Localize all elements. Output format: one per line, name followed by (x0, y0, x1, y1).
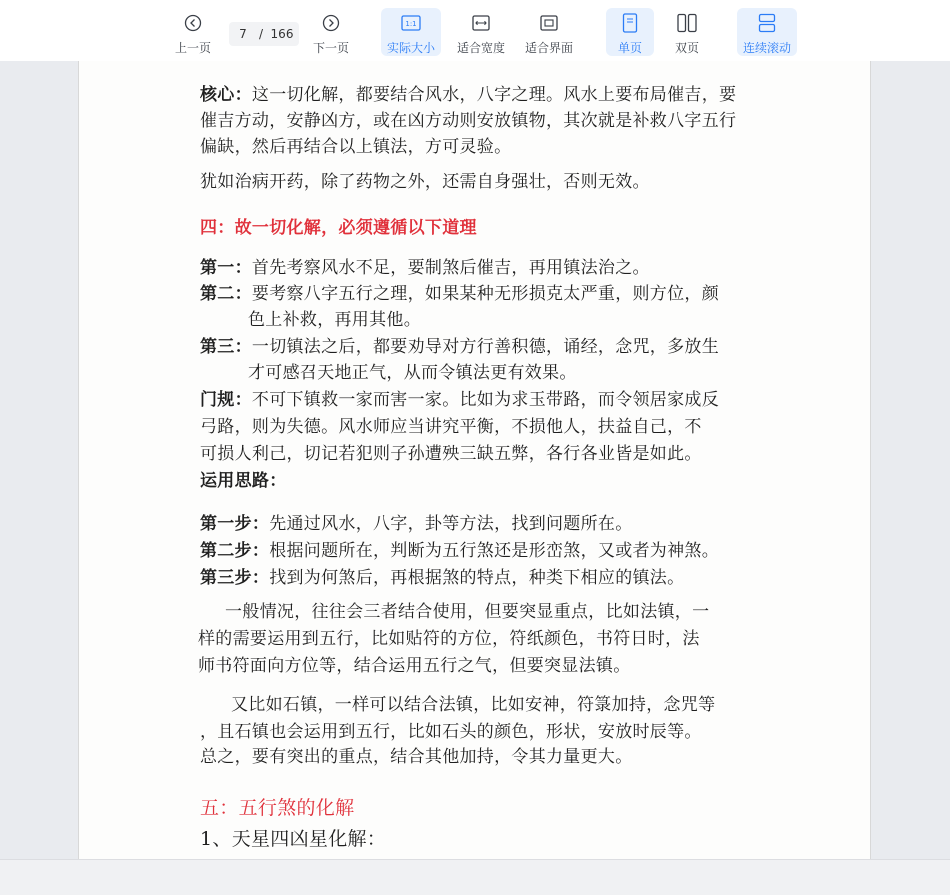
viewer-toolbar (0, 0, 950, 62)
third-line-1 (200, 337, 719, 357)
prev-page-label: 上一页 (174, 41, 211, 55)
continuous-scroll-label: 连续滚动 (742, 41, 791, 55)
step2-line (200, 541, 719, 561)
rule-label: 门规： (200, 390, 252, 410)
stone-line-3: 总之，要有突出的重点，结合其他加持，令其力量更大。 (200, 747, 633, 767)
general-line-2: 样的需要运用到五行，比如贴符的方位，符纸颜色，书符日时，法 (198, 629, 700, 649)
prev-page-button[interactable] (170, 8, 216, 56)
approach-heading: 运用思路： (200, 471, 287, 491)
chevron-left-icon (184, 12, 202, 34)
first-line (200, 258, 650, 278)
double-page-button[interactable] (664, 8, 710, 56)
continuous-scroll-icon (758, 12, 776, 34)
third-text-1: 一切镇法之后，都要劝导对方行善积德，诵经，念咒，多放生 (251, 337, 720, 357)
single-page-icon (622, 12, 638, 34)
next-page-button[interactable] (308, 8, 354, 56)
step1-line (200, 514, 633, 534)
section5-item-1: 1、天星四凶星化解： (200, 828, 387, 850)
section4-heading: 四：故一切化解，必须遵循以下道理 (200, 218, 477, 238)
first-label: 第一： (200, 258, 252, 278)
general-line-3: 师书符面向方位等，结合运用五行之气，但要突显法镇。 (198, 656, 631, 676)
single-page-button[interactable] (606, 8, 654, 56)
general-line-1: 一般情况，往往会三者结合使用，但要突显重点，比如法镇，一 (225, 602, 710, 622)
second-label: 第二： (200, 284, 252, 304)
page-number-box (229, 22, 299, 46)
section5-heading: 五：五行煞的化解 (200, 797, 355, 819)
first-text: 首先考察风水不足，要制煞后催吉，再用镇法治之。 (251, 258, 650, 278)
fit-page-label: 适合界面 (524, 41, 573, 55)
core-label: 核心： (200, 85, 252, 105)
actual-size-icon (401, 12, 421, 34)
second-line-1 (200, 284, 719, 304)
horizontal-scrollbar[interactable] (0, 859, 950, 895)
fit-page-icon (540, 12, 558, 34)
step1-label: 第一步： (200, 514, 270, 534)
core-line-3: 偏缺，然后再结合以上镇法，方可灵验。 (200, 137, 512, 157)
rule-line-3: 可损人利己，切记若犯则子孙遭殃三缺五弊，各行各业皆是如此。 (200, 444, 702, 464)
fit-width-label: 适合宽度 (456, 41, 505, 55)
actual-size-icon-text: 1:1 (405, 20, 417, 28)
actual-size-button[interactable] (381, 8, 441, 56)
document-viewer[interactable] (0, 61, 950, 859)
third-line-2: 才可感召天地正气，从而令镇法更有效果。 (248, 363, 577, 383)
rule-line-1 (200, 390, 719, 410)
double-page-icon (677, 12, 697, 34)
page-separator: / (258, 27, 264, 41)
chevron-right-icon (322, 12, 340, 34)
current-page-input[interactable]: 7 (239, 27, 247, 41)
fit-width-button[interactable] (452, 8, 510, 56)
step3-label: 第三步： (200, 568, 270, 588)
total-pages: 166 (270, 27, 294, 41)
stone-line-2: ，且石镇也会运用到五行，比如石头的颜色，形状，安放时辰等。 (200, 722, 702, 742)
core-line-1 (200, 85, 736, 105)
fit-page-button[interactable] (520, 8, 578, 56)
rule-line-2: 弓路，则为失德。风水师应当讲究平衡，不损他人，扶益自己，不 (200, 417, 702, 437)
step3-line (200, 568, 684, 588)
fit-width-icon (472, 12, 490, 34)
continuous-scroll-button[interactable] (737, 8, 797, 56)
second-text-1: 要考察八字五行之理，如果某种无形损克太严重，则方位，颜 (251, 284, 720, 304)
third-label: 第三： (200, 337, 252, 357)
step3-text: 找到为何煞后，再根据煞的特点，种类下相应的镇法。 (269, 568, 685, 588)
medicine-paragraph: 犹如治病开药，除了药物之外，还需自身强壮，否则无效。 (200, 172, 650, 192)
core-line-2: 催吉方动，安静凶方，或在凶方动则安放镇物，其次就是补救八字五行 (200, 111, 737, 131)
core-text-1: 这一切化解，都要结合风水，八字之理。风水上要布局催吉，要 (251, 85, 737, 105)
second-line-2: 色上补救，再用其他。 (248, 310, 421, 330)
step1-text: 先通过风水，八字，卦等方法，找到问题所在。 (269, 514, 633, 534)
rule-text-1: 不可下镇救一家而害一家。比如为求玉带路，而令领居家成反 (251, 390, 720, 410)
actual-size-label: 实际大小 (386, 41, 435, 55)
document-page (78, 61, 871, 859)
next-page-label: 下一页 (312, 41, 349, 55)
single-page-label: 单页 (617, 41, 642, 55)
double-page-label: 双页 (674, 41, 699, 55)
step2-text: 根据问题所在，判断为五行煞还是形峦煞，又或者为神煞。 (269, 541, 720, 561)
stone-line-1: 又比如石镇，一样可以结合法镇，比如安神，符箓加持，念咒等 (231, 695, 716, 715)
step2-label: 第二步： (200, 541, 270, 561)
